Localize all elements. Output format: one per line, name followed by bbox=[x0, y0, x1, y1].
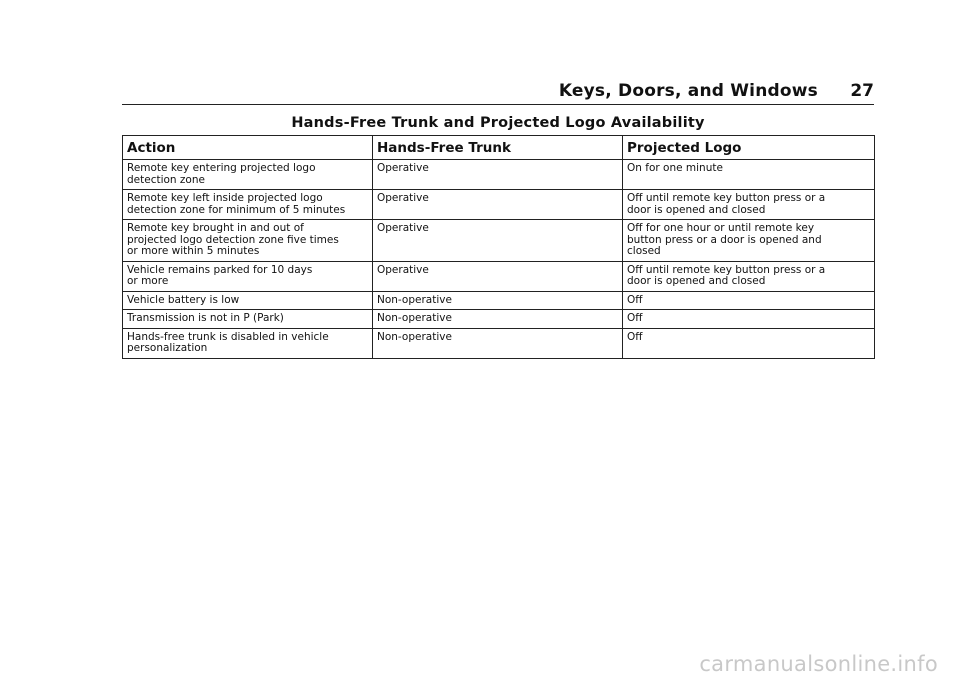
cell-text: Hands-free trunk is disabled in vehicle personalization bbox=[127, 330, 329, 354]
cell-action bbox=[123, 261, 373, 291]
table-row bbox=[123, 160, 875, 190]
cell-text: Off until remote key button press or a door is opened and closed bbox=[627, 192, 826, 216]
cell-text: Non-operative bbox=[377, 330, 452, 343]
table-row bbox=[123, 220, 875, 262]
cell-hands-free-trunk bbox=[373, 190, 623, 220]
cell-hands-free-trunk bbox=[373, 220, 623, 262]
cell-text: Remote key entering projected logo detection zone bbox=[127, 162, 316, 186]
table-header-row bbox=[123, 136, 875, 160]
cell-text: Transmission is not in P (Park) bbox=[127, 312, 284, 324]
cell-text: Operative bbox=[377, 192, 429, 204]
cell-action bbox=[123, 291, 373, 310]
cell-text: Operative bbox=[377, 162, 429, 174]
cell-action bbox=[123, 220, 373, 262]
page-header bbox=[122, 80, 874, 105]
cell-text: Vehicle battery is low bbox=[127, 293, 240, 306]
cell-projected-logo bbox=[623, 160, 875, 190]
cell-text: Remote key brought in and out of projected logo detection zone five times or more within 5 minutes bbox=[127, 222, 339, 257]
cell-text: Remote key left inside projected logo detection zone for minimum of 5 minutes bbox=[127, 192, 346, 216]
cell-hands-free-trunk bbox=[373, 291, 623, 310]
cell-action bbox=[123, 310, 373, 329]
cell-text: Off bbox=[627, 293, 643, 306]
table-row bbox=[123, 310, 875, 329]
cell-hands-free-trunk bbox=[373, 261, 623, 291]
cell-text: Off bbox=[627, 312, 643, 324]
column-header-action: Action bbox=[123, 136, 373, 160]
cell-projected-logo bbox=[623, 291, 875, 310]
page-number: 27 bbox=[850, 81, 874, 101]
cell-text: Off for one hour or until remote key button press or a door is opened and closed bbox=[627, 222, 822, 257]
cell-projected-logo bbox=[623, 310, 875, 329]
column-header-hands-free-trunk: Hands-Free Trunk bbox=[373, 136, 623, 160]
cell-text: Off until remote key button press or a door is opened and closed bbox=[627, 263, 826, 287]
table-row bbox=[123, 328, 875, 358]
section-title: Keys, Doors, and Windows bbox=[558, 81, 818, 101]
cell-text: On for one minute bbox=[627, 162, 723, 174]
table-row bbox=[123, 261, 875, 291]
cell-text: Non-operative bbox=[377, 312, 452, 324]
cell-projected-logo bbox=[623, 261, 875, 291]
table-row bbox=[123, 291, 875, 310]
cell-projected-logo bbox=[623, 190, 875, 220]
cell-hands-free-trunk bbox=[373, 328, 623, 358]
cell-text: Operative bbox=[377, 222, 429, 234]
cell-text: Operative bbox=[377, 263, 429, 276]
column-header-projected-logo: Projected Logo bbox=[623, 136, 875, 160]
cell-action bbox=[123, 160, 373, 190]
cell-text: Vehicle remains parked for 10 days or more bbox=[127, 263, 313, 287]
cell-action bbox=[123, 328, 373, 358]
cell-hands-free-trunk bbox=[373, 310, 623, 329]
cell-hands-free-trunk bbox=[373, 160, 623, 190]
cell-text: Non-operative bbox=[377, 293, 452, 306]
cell-projected-logo bbox=[623, 220, 875, 262]
cell-text: Off bbox=[627, 330, 643, 343]
watermark-link[interactable]: carmanualsonline.info bbox=[699, 652, 938, 676]
cell-projected-logo bbox=[623, 328, 875, 358]
table-title: Hands-Free Trunk and Projected Logo Availability bbox=[291, 115, 705, 131]
table-row bbox=[123, 190, 875, 220]
availability-table bbox=[122, 135, 875, 359]
cell-action bbox=[123, 190, 373, 220]
